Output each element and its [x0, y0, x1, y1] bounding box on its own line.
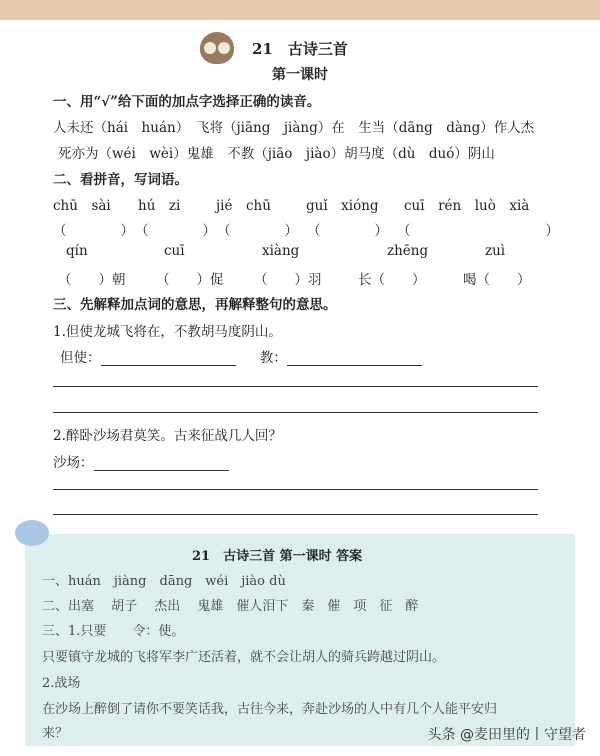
answer-line-2: 二、出塞 胡子 杰出 鬼雄 催人泪下 秦 催 项 征 醉 [42, 599, 419, 614]
owl-icon [200, 32, 234, 64]
pinyin: cuī rén luò xià [404, 198, 530, 214]
label: 教： [259, 350, 287, 366]
answer-line-7: 来？ [42, 726, 69, 741]
blank[interactable]: （ ）朝 [58, 272, 126, 288]
q1-line1: 人未还（hái huán） 飞将（jiāng jiàng）在 生当（dāng dàng）作人杰 [53, 120, 535, 136]
answer-line-4: 只要镇守龙城的飞将军李广还活着，就不会让胡人的骑兵跨越过阴山。 [42, 650, 446, 665]
blank[interactable]: （ ） [53, 223, 134, 239]
pinyin-row-1 [53, 194, 529, 214]
pinyin: guǐ xióng [306, 198, 379, 214]
answer-line[interactable] [287, 351, 422, 366]
answer-line-5: 2.战场 [42, 676, 81, 691]
q2-heading: 二、看拼音，写词语。 [53, 172, 188, 188]
answer-line[interactable] [53, 489, 538, 490]
answer-line-1: 一、huán jiàng dāng wéi jiào dù [42, 574, 286, 589]
pinyin: zhēng [387, 243, 429, 259]
page-title: 21 古诗三首 [252, 40, 348, 58]
answer-boxes-1 [53, 219, 559, 239]
pinyin: zuì [485, 243, 506, 259]
watermark: 头条 @麦田里的丨守望者 [427, 727, 586, 743]
pinyin: cuī [164, 243, 185, 259]
answer-title: 21 古诗三首 第一课时 答案 [192, 549, 363, 564]
q1-line2: 死亦为（wéi wèi）鬼雄 不教（jiāo jiào）胡马度（dù duó）阴山 [58, 146, 495, 162]
pinyin: jié chū [216, 198, 271, 214]
answer-line-6: 在沙场上醉倒了请你不要笑话我，古往今来，奔赴沙场的人中有几个人能平安归 [42, 702, 498, 717]
blank[interactable]: 长（ ） [358, 272, 426, 288]
answer-line[interactable] [101, 351, 236, 366]
blank[interactable]: （ ） [397, 223, 559, 239]
label: 沙场： [53, 455, 94, 471]
q3-item2: 2.醉卧沙场君莫笑。古来征战几人回？ [53, 428, 282, 444]
answer-line[interactable] [53, 514, 538, 515]
blank[interactable]: （ ）促 [156, 272, 224, 288]
blank[interactable]: （ ） [307, 223, 388, 239]
blank[interactable]: （ ）羽 [254, 272, 322, 288]
pinyin: qín [66, 243, 88, 259]
lesson-subtitle: 第一课时 [272, 67, 328, 83]
pinyin: chū sài [53, 198, 111, 214]
answer-line[interactable] [94, 456, 229, 471]
elephant-icon [15, 520, 49, 546]
answer-line[interactable] [53, 412, 538, 413]
blank[interactable]: 喝（ ） [463, 272, 531, 288]
blank[interactable]: （ ） [217, 223, 298, 239]
q1-heading: 一、用“√”给下面的加点字选择正确的读音。 [53, 94, 321, 110]
pinyin: hú zi [138, 198, 181, 214]
answer-boxes-2 [58, 268, 531, 288]
answer-line[interactable] [53, 386, 538, 387]
q3-item1-fields [60, 346, 422, 366]
blank[interactable]: （ ） [135, 223, 216, 239]
answer-line-3: 三、1.只要 令：使。 [42, 624, 185, 639]
top-band [0, 0, 600, 20]
q3-item2-field [53, 451, 229, 471]
q3-heading: 三、先解释加点词的意思，再解释整句的意思。 [53, 297, 337, 313]
label: 但使： [60, 350, 101, 366]
q3-item1: 1.但使龙城飞将在，不教胡马度阴山。 [53, 324, 282, 340]
pinyin-row-2 [66, 243, 505, 259]
pinyin: xiàng [262, 243, 300, 259]
